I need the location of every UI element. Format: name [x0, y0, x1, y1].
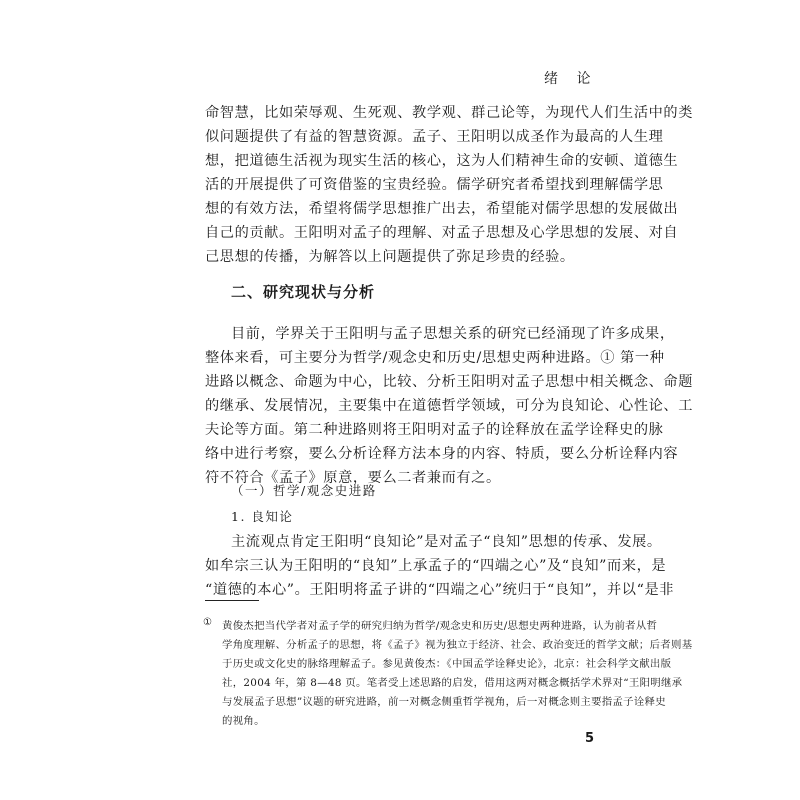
paragraph-line: 进路以概念、命题为中心，比较、分析王阳明对孟子思想中相关概念、命题 [205, 374, 693, 390]
sub-heading: （一）哲学/观念史进路 [231, 483, 377, 498]
paragraph-line: 想，把道德生活视为现实生活的核心，这为人们精神生命的安顿、道德生 [205, 153, 679, 169]
paragraph-line: 己思想的传播，为解答以上问题提供了弥足珍贵的经验。 [205, 249, 575, 265]
paragraph-line: 络中进行考察，要么分析诠释方法本身的内容、特质，要么分析诠释内容 [205, 446, 679, 462]
paragraph-line: 夫论等方面。第二种进路则将王阳明对孟子的诠释放在孟学诠释史的脉 [205, 422, 664, 438]
footnote-line: 黄俊杰把当代学者对孟子学的研究归纳为哲学/观念史和历史/思想史两种进路，认为前者从哲 [222, 620, 658, 632]
running-head: 绪 论 [544, 71, 598, 87]
paragraph-line: 整体来看，可主要分为哲学/观念史和历史/思想史两种进路。① 第一种 [205, 350, 665, 366]
footnote-line: 与发展孟子思想”议题的研究进路，前一对概念侧重哲学视角，后一对概念则主要指孟子诠释史 [222, 696, 666, 708]
section-heading: 二、研究现状与分析 [231, 283, 376, 301]
paragraph-line: 命智慧，比如荣辱观、生死观、教学观、群己论等，为现代人们生活中的类 [205, 105, 693, 121]
paragraph-line: 目前，学界关于王阳明与孟子思想关系的研究已经涌现了许多成果， [231, 326, 675, 342]
footnote-line: 的视角。 [222, 715, 265, 727]
footnote-line: 社，2004 年，第 8—48 页。笔者受上述思路的启发，借用这两对概念概括学术界对“王阳明继承 [222, 677, 683, 689]
paragraph-line: “道德的本心”。王阳明将孟子讲的“四端之心”统归于“良知”，并以“是非 [205, 582, 675, 598]
paragraph-line: 的继承、发展情况，主要集中在道德哲学领域，可分为良知论、心性论、工 [205, 398, 693, 414]
footnote-line: 于历史或文化史的脉络理解孟子。参见黄俊杰：《中国孟学诠释史论》，北京：社会科学文献出版 [222, 658, 672, 670]
footnote-marker: ① [203, 617, 212, 628]
sub-sub-heading: 1. 良知论 [231, 509, 294, 524]
paragraph-line: 想的有效方法，希望将儒学思想推广出去，希望能对儒学思想的发展做出 [205, 201, 679, 217]
footnote-line: 学角度理解、分析孟子的思想，将《孟子》视为独立于经济、社会、政治变迁的哲学文献；后者则基 [222, 639, 693, 651]
footnote-rule [205, 600, 259, 601]
page-number: 5 [585, 731, 595, 746]
paragraph-line: 主流观点肯定王阳明“良知论”是对孟子“良知”思想的传承、发展。 [231, 534, 662, 550]
paragraph-line: 活的开展提供了可资借鉴的宝贵经验。儒学研究者希望找到理解儒学思 [205, 177, 664, 193]
paragraph-line: 自己的贡献。王阳明对孟子的理解、对孟子思想及心学思想的发展、对自 [205, 225, 679, 241]
paragraph-line: 符不符合《孟子》原意，要么二者兼而有之。 [205, 470, 501, 486]
paragraph-line: 似问题提供了有益的智慧资源。孟子、王阳明以成圣作为最高的人生理 [205, 129, 664, 145]
paragraph-line: 如牟宗三认为王阳明的“良知”上承孟子的“四端之心”及“良知”而来，是 [205, 558, 667, 574]
